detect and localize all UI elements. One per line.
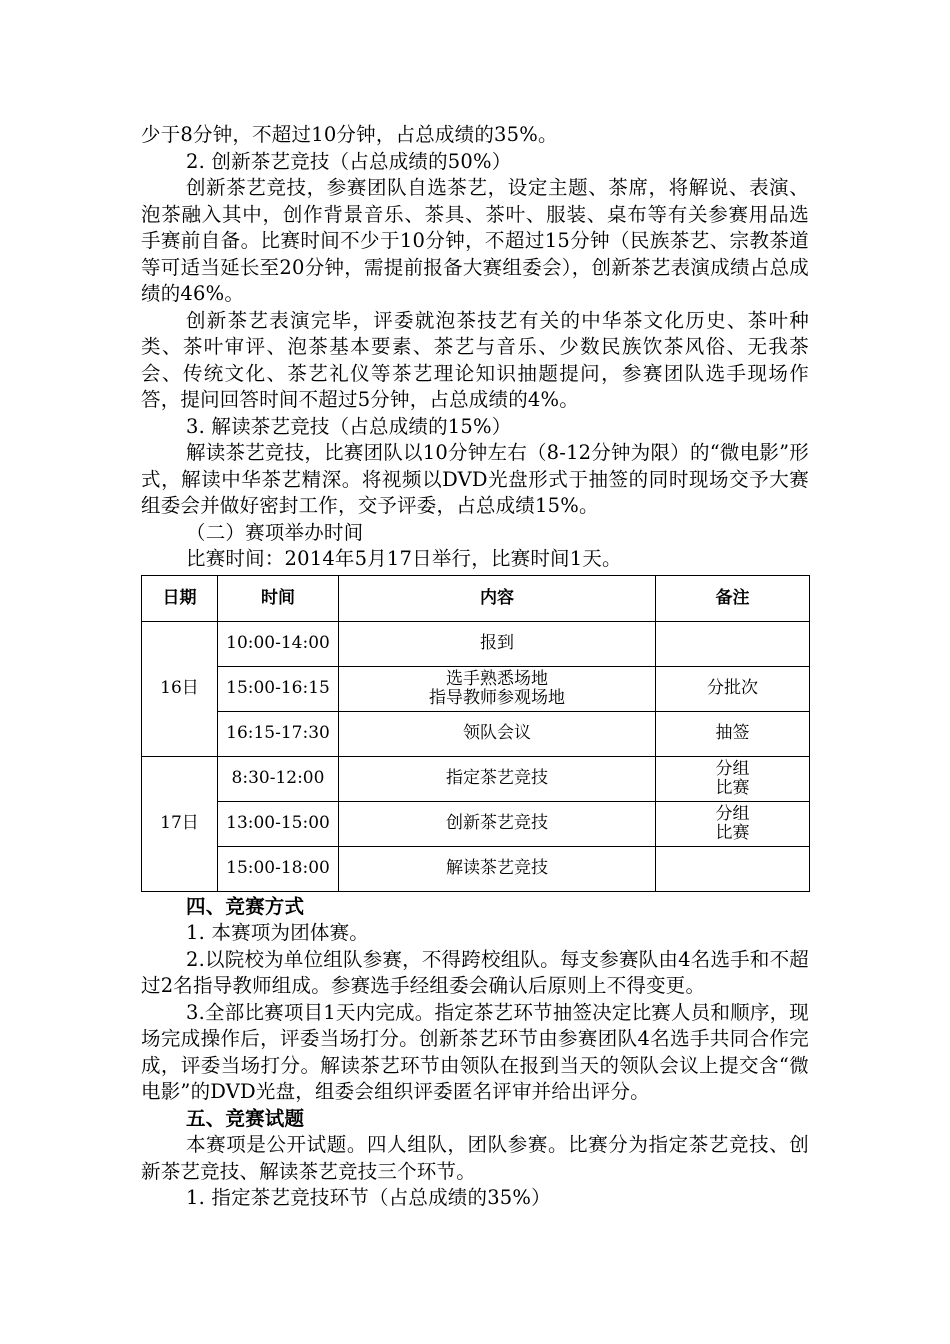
paragraph: 少于8分钟，不超过10分钟，占总成绩的35%。 — [141, 123, 558, 146]
table-row — [142, 711, 810, 756]
content-line: 解读茶艺竞技 — [446, 858, 548, 878]
date-cell: 17日 — [142, 756, 218, 891]
content-cell — [339, 756, 656, 801]
content-line: 指定茶艺竞技 — [446, 768, 548, 788]
paragraph: 比赛时间：2014年5月17日举行，比赛时间1天。 — [186, 547, 622, 570]
paragraph: 创新茶艺表演完毕，评委就泡茶技艺有关的中华茶文化历史、茶叶种类、茶叶审评、泡茶基本要素、茶艺与音乐、少数民族饮茶风俗、无我茶会、传统文化、茶艺礼仪等茶艺理论知识抽题提问，参赛团队选手现场作答，提问回答时间不超过5分钟，占总成绩的4%。 — [141, 308, 809, 411]
note-line: 分批次 — [707, 678, 758, 698]
note-cell — [656, 801, 810, 846]
time-cell: 13:00-15:00 — [218, 801, 339, 846]
content-cell — [339, 711, 656, 756]
note-line: 比赛 — [715, 777, 750, 798]
paragraph: 3.全部比赛项目1天内完成。指定茶艺环节抽签决定比赛人员和顺序，现场完成操作后，评委当场打分。创新茶艺环节由参赛团队4名选手共同合作完成，评委当场打分。解读茶艺环节由领队在报到当天的领队会议上提交含“微电影”的DVD光盘，组委会组织评委匿名评审并给出评分。 — [141, 1000, 809, 1103]
header-content: 内容 — [339, 575, 656, 621]
schedule-table — [141, 575, 810, 892]
content-line: 领队会议 — [463, 723, 531, 743]
content-line: 指导教师参观场地 — [429, 687, 565, 708]
time-cell: 15:00-16:15 — [218, 666, 339, 711]
paragraph: 解读茶艺竞技，比赛团队以10分钟左右（8-12分钟为限）的“微电影”形式，解读中华茶艺精深。将视频以DVD光盘形式于抽签的同时现场交予大赛组委会并做好密封工作，交予评委，占总成绩15%。 — [141, 441, 809, 517]
chapter-heading: 四、竞赛方式 — [186, 894, 305, 918]
note-cell — [656, 711, 810, 756]
chapter-heading: 五、竞赛试题 — [186, 1106, 305, 1130]
section-heading: 3. 解读茶艺竞技（占总成绩的15%） — [186, 414, 512, 438]
note-cell — [656, 846, 810, 891]
table-row — [142, 801, 810, 846]
note-cell — [656, 756, 810, 801]
table-row — [142, 846, 810, 891]
content-cell — [339, 666, 656, 711]
header-note: 备注 — [656, 575, 810, 621]
paragraph: 1. 本赛项为团体赛。 — [186, 921, 370, 944]
document-page — [141, 122, 809, 1212]
header-date: 日期 — [142, 575, 218, 621]
note-cell — [656, 666, 810, 711]
section-heading: 2. 创新茶艺竞技（占总成绩的50%） — [186, 149, 512, 173]
section-heading: 1. 指定茶艺竞技环节（占总成绩的35%） — [186, 1186, 551, 1209]
table-row — [142, 666, 810, 711]
time-cell: 16:15-17:30 — [218, 711, 339, 756]
header-time: 时间 — [218, 575, 339, 621]
content-line: 选手熟悉场地 — [446, 668, 548, 689]
paragraph: 创新茶艺竞技，参赛团队自选茶艺，设定主题、茶席，将解说、表演、泡茶融入其中，创作背景音乐、茶具、茶叶、服装、桌布等有关参赛用品选手赛前自备。比赛时间不少于10分钟，不超过15分钟（民族茶艺、宗教茶道等可适当延长至20分钟，需提前报备大赛组委会），创新茶艺表演成绩占总成绩的46%。 — [141, 176, 809, 305]
note-line: 抽签 — [715, 723, 750, 743]
date-cell: 16日 — [142, 621, 218, 756]
content-cell — [339, 621, 656, 666]
note-cell — [656, 621, 810, 666]
table-row — [142, 756, 810, 801]
content-line: 报到 — [480, 633, 514, 653]
paragraph: 本赛项是公开试题。四人组队，团队参赛。比赛分为指定茶艺竞技、创新茶艺竞技、解读茶艺竞技三个环节。 — [141, 1133, 809, 1183]
table-header-row — [142, 575, 810, 621]
note-line: 比赛 — [715, 822, 750, 843]
time-cell: 10:00-14:00 — [218, 621, 339, 666]
content-cell — [339, 846, 656, 891]
note-line: 分组 — [715, 758, 750, 779]
table-row — [142, 621, 810, 666]
time-cell: 8:30-12:00 — [218, 756, 339, 801]
section-heading: （二）赛项举办时间 — [186, 520, 364, 544]
time-cell: 15:00-18:00 — [218, 846, 339, 891]
content-line: 创新茶艺竞技 — [446, 813, 548, 833]
body-text-top — [141, 122, 809, 573]
paragraph: 2.以院校为单位组队参赛，不得跨校组队。每支参赛队由4名选手和不超过2名指导教师组成。参赛选手经组委会确认后原则上不得变更。 — [141, 947, 809, 997]
body-text-bottom — [141, 894, 809, 1212]
content-cell — [339, 801, 656, 846]
note-line: 分组 — [715, 803, 750, 824]
